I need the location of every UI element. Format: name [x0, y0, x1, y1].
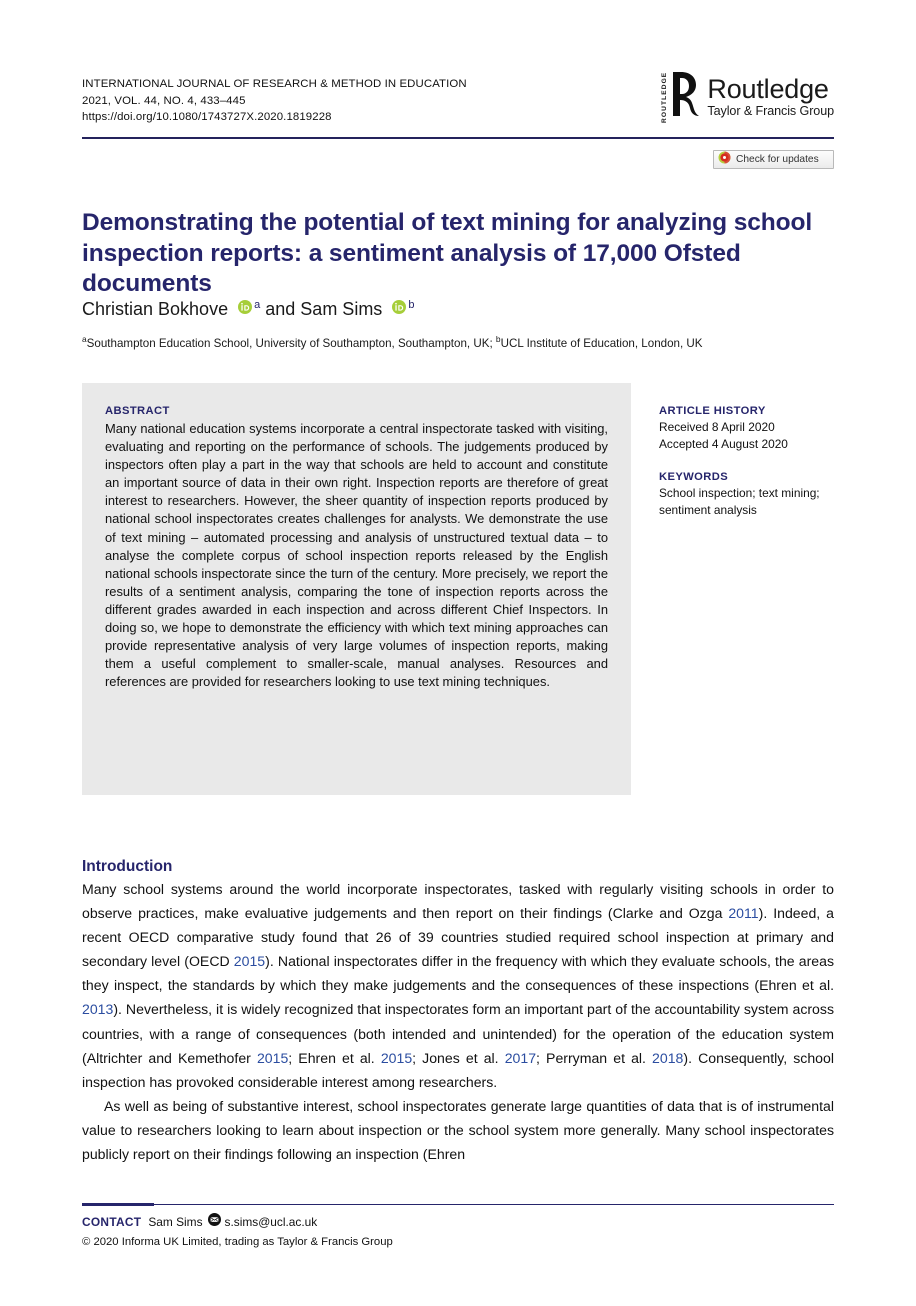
- affiliation-a: Southampton Education School, University of Southampton, Southampton, UK;: [86, 336, 496, 350]
- envelope-icon: [208, 1213, 221, 1231]
- paragraph-1: [82, 877, 834, 1094]
- header-divider: [82, 137, 834, 139]
- para1-segment-7: ; Perryman et al.: [536, 1049, 653, 1066]
- introduction-body: [82, 877, 834, 1166]
- routledge-r-mark: [670, 70, 700, 123]
- routledge-tagline: Taylor & Francis Group: [707, 104, 834, 119]
- article-accepted-date: Accepted 4 August 2020: [659, 436, 788, 451]
- author-name-2[interactable]: Sam Sims: [300, 299, 383, 319]
- orcid-icon[interactable]: [387, 298, 406, 318]
- article-received-date: Received 8 April 2020: [659, 420, 775, 434]
- contact-name: Sam Sims: [148, 1214, 203, 1229]
- author-affiliation-marker-2: b: [408, 299, 415, 311]
- contact-email[interactable]: s.sims@ucl.ac.uk: [224, 1214, 318, 1229]
- masthead: [82, 70, 834, 126]
- article-history-heading: ARTICLE HISTORY: [659, 405, 766, 417]
- citation-altrichter-kemethofer[interactable]: 2015: [256, 1049, 289, 1066]
- footer-divider-accent: [82, 1203, 154, 1206]
- section-heading-introduction: Introduction: [82, 857, 173, 875]
- paragraph-2: As well as being of substantive interest, school inspectorates generate large quantities of data that is of instrumental value to researchers looking to learn about inspection or the school system more generally. Many school inspectorates publicly report on their findings following an inspection (Ehren: [82, 1097, 834, 1163]
- journal-name: INTERNATIONAL JOURNAL OF RESEARCH & METHOD IN EDUCATION: [82, 78, 467, 90]
- journal-issue: 2021, VOL. 44, NO. 4, 433–445: [82, 94, 246, 107]
- routledge-vertical-label: ROUTLEDGE: [661, 70, 669, 123]
- crossmark-icon: [718, 151, 731, 169]
- para1-segment-5: ; Ehren et al.: [288, 1049, 381, 1066]
- affiliation-b: UCL Institute of Education, London, UK: [500, 336, 703, 350]
- routledge-name: Routledge: [707, 74, 829, 105]
- citation-clarke-ozga[interactable]: 2011: [728, 905, 759, 922]
- orcid-icon[interactable]: [233, 298, 252, 318]
- keywords-text: School inspection; text mining; sentiment analysis: [659, 486, 820, 517]
- copyright-notice: © 2020 Informa UK Limited, trading as Taylor & Francis Group: [82, 1236, 393, 1248]
- citation-perryman-2018[interactable]: 2018: [652, 1049, 684, 1066]
- author-conjunction: and: [265, 299, 296, 319]
- para1-segment-3: ). National inspectorates differ in the frequency with which they evaluate schools, the areas they inspect, the standards by which they make judgements and the consequences of these inspections (Ehren et al.: [82, 953, 834, 994]
- page-footer: [82, 1213, 834, 1251]
- para1-segment-2: ). Indeed, a recent OECD comparative study found that 26 of 39 countries studied required school inspection at primary and secondary level (OECD: [82, 905, 834, 970]
- citation-ehren-2015[interactable]: 2015: [380, 1049, 413, 1066]
- para1-segment-6: ; Jones et al.: [412, 1049, 505, 1066]
- author-list: [82, 294, 834, 320]
- keywords-heading: KEYWORDS: [659, 471, 729, 484]
- meta-spacer: [659, 452, 839, 471]
- footer-divider: [82, 1204, 834, 1205]
- contact-row: [82, 1213, 834, 1231]
- check-for-updates-label: Check for updates: [736, 154, 819, 165]
- citation-ehren-2013[interactable]: 2013: [82, 1001, 114, 1018]
- abstract-text: Many national education systems incorporate a central inspectorate tasked with visiting, evaluating and reporting on the performance of schools. The judgements produced by inspectors often play a part in the way that schools are held to account and constitute an important source of data in their own right. Inspection reports are therefore of great interest to researchers. However, the sheer quantity of inspection reports produced by national school inspectorates creates challenges for analysts. We demonstrate the use of text mining – automated processing and analysis of unstructured textual data – to analyse the complete corpus of school inspection reports released by the English national schools inspectorate since the turn of the century. More precisely, we report the results of a sentiment analysis, comparing the tone of inspection reports across the different grades awarded in each inspection and across different Chief Inspectors. In doing so, we hope to demonstrate the efficiency with which text mining approaches can provide representative analysis of very large volumes of inspection reports, making them a useful complement to smaller-scale, manual analyses. Resources and references are provided for researchers looking to use text mining techniques.: [105, 421, 608, 690]
- article-meta-sidebar: [659, 405, 839, 518]
- journal-doi[interactable]: https://doi.org/10.1080/1743727X.2020.1819228: [82, 111, 332, 124]
- author-affiliation-marker-1: a: [254, 299, 261, 311]
- para1-segment-8: ). Consequently, school inspection has provoked considerable interest among researchers.: [82, 1049, 834, 1090]
- routledge-wordmark: [707, 75, 834, 118]
- check-for-updates-button[interactable]: [713, 150, 834, 169]
- abstract-heading: ABSTRACT: [105, 405, 170, 417]
- author-name-1[interactable]: Christian Bokhove: [82, 299, 229, 319]
- affiliation-marker-a: a: [82, 334, 87, 344]
- affiliation-marker-b: b: [495, 334, 501, 344]
- abstract-box: [82, 383, 631, 795]
- contact-label: CONTACT: [82, 1214, 142, 1229]
- para1-segment-1: Many school systems around the world incorporate inspectorates, tasked with regularly visiting schools in order to observe practices, make evaluative judgements and then report on their findings (Clarke and Ozga: [82, 881, 834, 922]
- citation-jones-2017[interactable]: 2017: [504, 1049, 537, 1066]
- affiliations: [82, 331, 834, 352]
- para1-segment-4: ). Nevertheless, it is widely recognized that inspectorates form an important part of the accountability system across countries, with a range of consequences (both intended and unintended) for the operation of the education system (Altrichter and Kemethofer: [82, 1001, 834, 1066]
- citation-oecd[interactable]: 2015: [233, 953, 266, 970]
- journal-info: [82, 76, 467, 126]
- routledge-logo: [661, 70, 834, 123]
- article-title: Demonstrating the potential of text mining for analyzing school inspection reports: a sentiment analysis of 17,000 Ofsted documents: [82, 209, 813, 298]
